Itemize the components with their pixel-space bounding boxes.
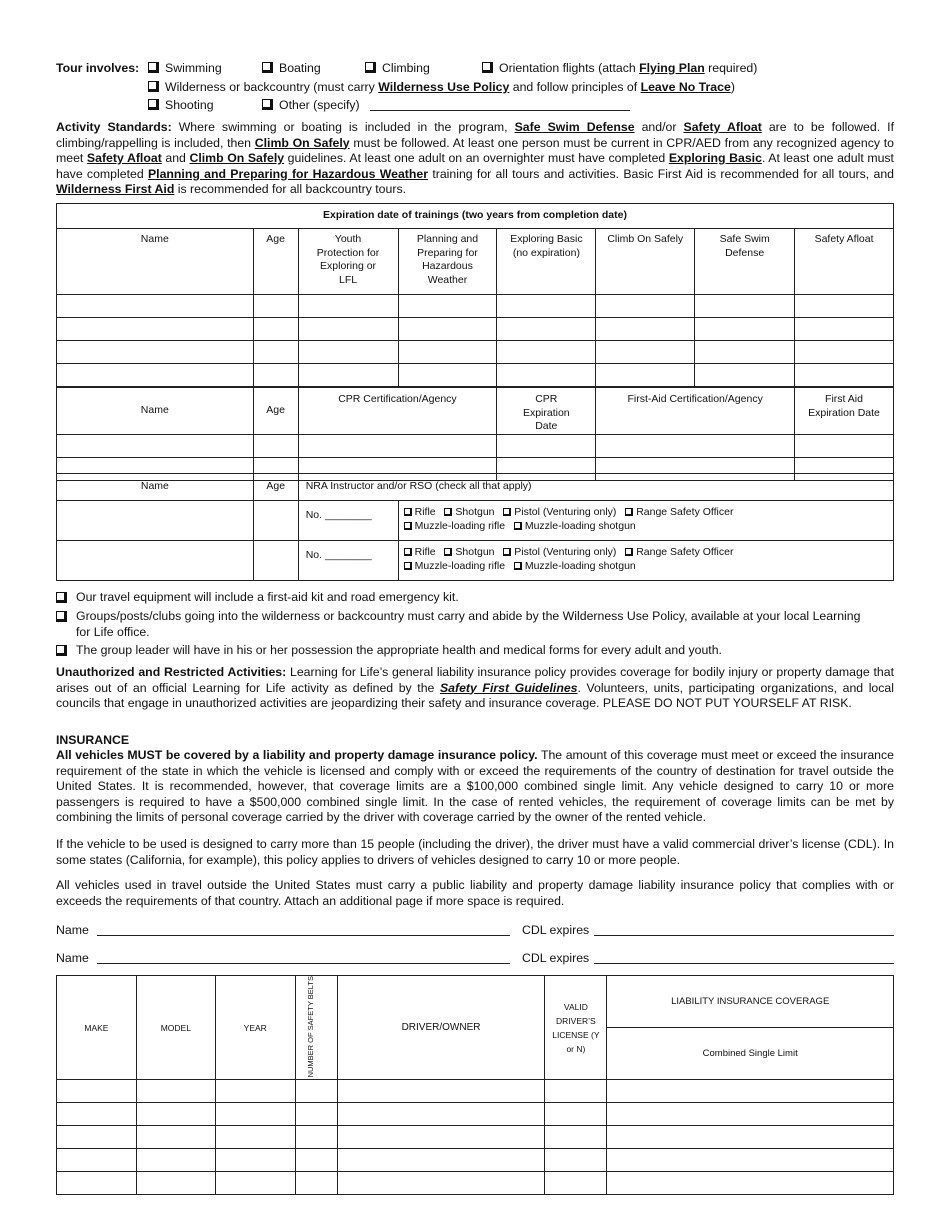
insurance-paragraph-2: If the vehicle to be used is designed to carry more than 15 people (including the driver), the driver must have a valid commercial driver’s license (CDL). In some states (California, for example), this policy applies to drivers of vehicles designed to carry 10 or more people. <box>56 837 894 867</box>
vehicle-cell[interactable] <box>295 1103 337 1126</box>
vehicle-cell[interactable] <box>136 1172 215 1195</box>
training-cell[interactable] <box>596 318 695 341</box>
vehicle-cell[interactable] <box>136 1103 215 1126</box>
vehicle-cell[interactable] <box>545 1126 607 1149</box>
vehicle-cell[interactable] <box>215 1080 295 1103</box>
cdl-expires-label: CDL expires <box>522 923 590 937</box>
training-cell[interactable] <box>497 295 596 318</box>
cpr-certification-header: CPR Certification/Agency <box>298 388 497 435</box>
make-header: MAKE <box>57 976 137 1080</box>
training-cell[interactable] <box>695 364 795 387</box>
driver-name-field[interactable] <box>97 963 510 964</box>
driver-name-field[interactable] <box>97 935 510 936</box>
muzzle-shotgun-option[interactable]: Muzzle-loading shotgun <box>514 520 636 532</box>
vehicle-cell[interactable] <box>136 1080 215 1103</box>
tour-climbing-option[interactable]: Climbing <box>365 61 430 77</box>
cpr-col-name-header: Name <box>57 388 254 435</box>
training-cell[interactable] <box>596 341 695 364</box>
training-cell[interactable] <box>795 364 894 387</box>
nra-number-field[interactable]: No. ________ <box>298 501 398 541</box>
vehicle-cell[interactable] <box>607 1126 894 1149</box>
training-cell[interactable] <box>795 295 894 318</box>
table-row <box>57 295 894 318</box>
vehicle-cell[interactable] <box>57 1149 137 1172</box>
vehicle-cell[interactable] <box>57 1172 137 1195</box>
training-cell[interactable] <box>57 295 254 318</box>
training-cell[interactable] <box>253 318 298 341</box>
rifle-option[interactable]: Rifle <box>404 506 436 518</box>
cdl-expires-field[interactable] <box>594 935 894 936</box>
table-row <box>57 364 894 387</box>
col-name-header: Name <box>57 229 254 295</box>
training-cell[interactable] <box>398 318 497 341</box>
vehicle-cell[interactable] <box>136 1126 215 1149</box>
combined-single-limit-header: Combined Single Limit <box>607 1028 894 1080</box>
range-safety-officer-option[interactable]: Range Safety Officer <box>625 546 733 558</box>
cpr-cell[interactable] <box>795 434 894 457</box>
vehicle-cell[interactable] <box>607 1080 894 1103</box>
col-hazardous-weather-header: Planning and Preparing for Hazardous Weather <box>398 229 497 295</box>
training-cell[interactable] <box>298 364 398 387</box>
cdl-expires-field[interactable] <box>594 963 894 964</box>
cpr-cell[interactable] <box>57 434 254 457</box>
vehicle-cell[interactable] <box>337 1172 545 1195</box>
pistol-option[interactable]: Pistol (Venturing only) <box>503 546 616 558</box>
tour-swimming-option[interactable]: Swimming <box>148 61 222 77</box>
table-row <box>57 1080 894 1103</box>
training-cell[interactable] <box>497 341 596 364</box>
wilderness-checkbox[interactable] <box>148 81 159 92</box>
driver-name-label: Name <box>56 923 89 937</box>
tour-wilderness-option[interactable]: Wilderness or backcountry (must carry Wilderness Use Policy and follow principles of Leave No Trace) <box>148 80 735 96</box>
vehicle-cell[interactable] <box>136 1149 215 1172</box>
training-cell[interactable] <box>298 295 398 318</box>
vehicle-cell[interactable] <box>57 1103 137 1126</box>
first-aid-expiration-header: First Aid Expiration Date <box>795 388 894 435</box>
vehicle-cell[interactable] <box>295 1149 337 1172</box>
muzzle-shotgun-option[interactable]: Muzzle-loading shotgun <box>514 560 636 572</box>
nra-number-field[interactable]: No. ________ <box>298 541 398 581</box>
vehicle-cell[interactable] <box>607 1103 894 1126</box>
insurance-paragraph-1: All vehicles MUST be covered by a liability and property damage insurance policy. The amount of this coverage must meet or exceed the insurance requirement of the state in which the vehicle is licensed and comply with or exceed the requirements of the country of destination for travel outside the United States. It is recommended, however, that coverage limits are a $100,000 combined single limit. Any vehicle designed to carry 10 or more passengers is required to have a $500,000 combined single limit. In the case of rented vehicles, the requirement of coverage limits can be met by combining the limits of personal coverage carried by the driver with coverage carried by the owner of the rented vehicle. <box>56 748 894 824</box>
vehicle-cell[interactable] <box>337 1126 545 1149</box>
orientation-checkbox[interactable] <box>482 62 493 73</box>
training-table-title: Expiration date of trainings (two years from completion date) <box>57 204 894 229</box>
checklist-checkbox[interactable] <box>56 592 67 603</box>
insurance-paragraph-3: All vehicles used in travel outside the United States must carry a public liability and property damage liability insurance policy that complies with or exceeds the requirements of that country. Attach an additional page if more space is required. <box>56 878 894 908</box>
training-cell[interactable] <box>57 364 254 387</box>
tour-other-option[interactable]: Other (specify) <box>262 98 360 114</box>
table-row <box>57 1126 894 1149</box>
col-youth-protection-header: Youth Protection for Exploring or LFL <box>298 229 398 295</box>
table-row <box>57 1103 894 1126</box>
activity-standards-paragraph: Activity Standards: Where swimming or boating is included in the program, Safe Swim Defense and/or Safety Afloat are to be followed. If climbing/rappelling is included, then Climb On Safely must be followed. At least one person must be current in CPR/AED from any recognized agency to meet Safety Afloat and Climb On Safely guidelines. At least one adult on an overnighter must have completed Exploring Basic. At least one adult must have completed Planning and Preparing for Hazardous Weather training for all tours and activities. Basic First Aid is recommended for all tours, and Wilderness First Aid is recommended for all backcountry tours. <box>56 120 894 196</box>
cpr-cell[interactable] <box>596 434 795 457</box>
training-cell[interactable] <box>695 295 795 318</box>
vehicle-table <box>56 975 894 1195</box>
unauthorized-activities-paragraph: Unauthorized and Restricted Activities: Learning for Life’s general liability insurance policy provides coverage for bodily injury or property damage that arises out of an official Learning for Life activity as defined by the Safety First Guidelines. Volunteers, units, participating organizations, and local councils that engage in unauthorized activities are jeopardizing their safety and insurance coverage. PLEASE DO NOT PUT YOURSELF AT RISK. <box>56 665 894 710</box>
col-safety-afloat-header: Safety Afloat <box>795 229 894 295</box>
nra-col-age-header: Age <box>253 474 298 501</box>
training-cell[interactable] <box>398 341 497 364</box>
tour-involves-label: Tour involves: <box>56 61 140 75</box>
model-header: MODEL <box>136 976 215 1080</box>
pistol-option[interactable]: Pistol (Venturing only) <box>503 506 616 518</box>
checklist-checkbox[interactable] <box>56 645 67 656</box>
training-cell[interactable] <box>695 341 795 364</box>
training-cell[interactable] <box>298 341 398 364</box>
cpr-col-age-header: Age <box>253 388 298 435</box>
col-exploring-basic-header: Exploring Basic (no expiration) <box>497 229 596 295</box>
range-safety-officer-option[interactable]: Range Safety Officer <box>625 506 733 518</box>
vehicle-cell[interactable] <box>215 1103 295 1126</box>
vehicle-cell[interactable] <box>295 1080 337 1103</box>
training-cell[interactable] <box>398 295 497 318</box>
checklist-item[interactable]: Groups/posts/clubs going into the wilderness or backcountry must carry and abide by the Wilderness Use Policy, available at your local Learning for Life office. <box>56 609 894 640</box>
table-row <box>57 341 894 364</box>
swimming-checkbox[interactable] <box>148 62 159 73</box>
vehicle-cell[interactable] <box>295 1126 337 1149</box>
vehicle-cell[interactable] <box>337 1080 545 1103</box>
training-cell[interactable] <box>298 318 398 341</box>
nra-name-cell[interactable] <box>57 501 254 541</box>
muzzle-rifle-option[interactable]: Muzzle-loading rifle <box>404 560 505 572</box>
safety-belts-header: NUMBER OF SAFETY BELTS <box>295 976 337 1080</box>
vehicle-cell[interactable] <box>545 1103 607 1126</box>
table-row <box>57 1172 894 1195</box>
cpr-cell[interactable] <box>298 434 497 457</box>
rifle-option[interactable]: Rifle <box>404 546 436 558</box>
shotgun-option[interactable]: Shotgun <box>444 506 494 518</box>
training-cell[interactable] <box>57 341 254 364</box>
col-age-header: Age <box>253 229 298 295</box>
cdl-expires-label: CDL expires <box>522 951 590 965</box>
other-specify-field[interactable] <box>370 110 630 111</box>
shotgun-option[interactable]: Shotgun <box>444 546 494 558</box>
nra-options-group <box>398 501 893 541</box>
training-expiration-table <box>56 203 894 387</box>
shooting-checkbox[interactable] <box>148 99 159 110</box>
driver-name-label: Name <box>56 951 89 965</box>
training-cell[interactable] <box>695 318 795 341</box>
col-safe-swim-header: Safe Swim Defense <box>695 229 795 295</box>
training-cell[interactable] <box>253 364 298 387</box>
muzzle-rifle-option[interactable]: Muzzle-loading rifle <box>404 520 505 532</box>
nra-table <box>56 473 894 581</box>
insurance-heading: INSURANCE <box>56 733 130 747</box>
vehicle-cell[interactable] <box>607 1172 894 1195</box>
training-cell[interactable] <box>497 318 596 341</box>
vehicle-cell[interactable] <box>57 1080 137 1103</box>
training-cell[interactable] <box>795 341 894 364</box>
checklist-item[interactable]: The group leader will have in his or her possession the appropriate health and medical forms for every adult and youth. <box>56 643 894 659</box>
cpr-cell[interactable] <box>497 434 596 457</box>
year-header: YEAR <box>215 976 295 1080</box>
training-cell[interactable] <box>795 318 894 341</box>
checklist-checkbox[interactable] <box>56 611 67 622</box>
driver-owner-header: DRIVER/OWNER <box>337 976 545 1080</box>
vehicle-cell[interactable] <box>545 1172 607 1195</box>
training-cell[interactable] <box>398 364 497 387</box>
training-cell[interactable] <box>497 364 596 387</box>
tour-orientation-option[interactable]: Orientation flights (attach Flying Plan required) <box>482 61 757 77</box>
first-aid-certification-header: First-Aid Certification/Agency <box>596 388 795 435</box>
nra-options-group <box>398 541 893 581</box>
vehicle-cell[interactable] <box>337 1149 545 1172</box>
checklist-item[interactable]: Our travel equipment will include a first-aid kit and road emergency kit. <box>56 590 894 606</box>
nra-age-cell[interactable] <box>253 501 298 541</box>
nra-instructor-header: NRA Instructor and/or RSO (check all that apply) <box>298 474 893 501</box>
training-cell[interactable] <box>596 295 695 318</box>
vehicle-cell[interactable] <box>215 1172 295 1195</box>
table-row <box>57 1149 894 1172</box>
liability-coverage-header: LIABILITY INSURANCE COVERAGE <box>607 976 894 1028</box>
table-row <box>57 501 894 541</box>
boating-checkbox[interactable] <box>262 62 273 73</box>
training-cell[interactable] <box>57 318 254 341</box>
cpr-cell[interactable] <box>253 434 298 457</box>
tour-shooting-option[interactable]: Shooting <box>148 98 214 114</box>
table-row <box>57 318 894 341</box>
table-row <box>57 541 894 581</box>
vehicle-cell[interactable] <box>545 1080 607 1103</box>
training-cell[interactable] <box>253 341 298 364</box>
nra-age-cell[interactable] <box>253 541 298 581</box>
col-climb-on-safely-header: Climb On Safely <box>596 229 695 295</box>
vehicle-cell[interactable] <box>607 1149 894 1172</box>
vehicle-cell[interactable] <box>295 1172 337 1195</box>
tour-boating-option[interactable]: Boating <box>262 61 321 77</box>
vehicle-cell[interactable] <box>57 1126 137 1149</box>
climbing-checkbox[interactable] <box>365 62 376 73</box>
training-cell[interactable] <box>596 364 695 387</box>
table-row <box>57 434 894 457</box>
valid-license-header: VALID DRIVER’S LICENSE (Y or N) <box>545 976 607 1080</box>
vehicle-cell[interactable] <box>215 1126 295 1149</box>
cpr-expiration-header: CPR Expiration Date <box>497 388 596 435</box>
training-cell[interactable] <box>253 295 298 318</box>
nra-col-name-header: Name <box>57 474 254 501</box>
cpr-first-aid-table <box>56 387 894 481</box>
other-checkbox[interactable] <box>262 99 273 110</box>
vehicle-cell[interactable] <box>215 1149 295 1172</box>
nra-name-cell[interactable] <box>57 541 254 581</box>
vehicle-cell[interactable] <box>337 1103 545 1126</box>
vehicle-cell[interactable] <box>545 1149 607 1172</box>
